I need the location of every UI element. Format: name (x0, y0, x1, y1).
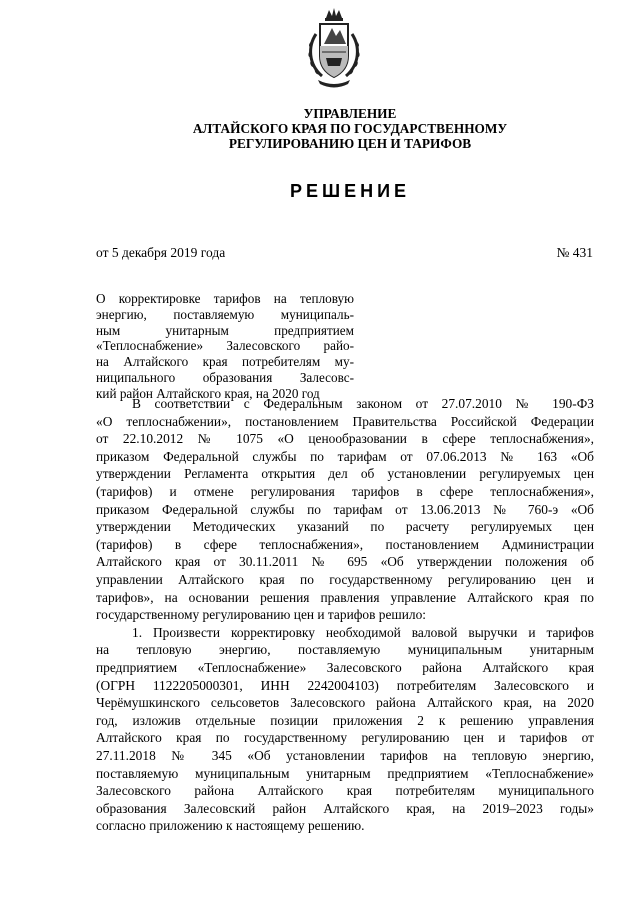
subject-line: кий район Алтайского края, на 2020 год (96, 385, 320, 401)
body-line: тарифов», на основании решения правления управление Алтайского края по (96, 589, 594, 605)
body-line: от 22.10.2012 № 1075 «О ценообразовании в сфере теплоснабжения», (96, 431, 594, 447)
body-line: «О теплоснабжении», постановлением Правительства Российской Федерации (96, 413, 594, 429)
body-line: 1. Произвести корректировку необходимой валовой выручки и тарифов (132, 624, 594, 640)
subject-line: энергию, поставляемую муниципаль- (96, 306, 354, 322)
body-line: 27.11.2018 № 345 «Об установлении тарифов на тепловую энергию, (96, 748, 594, 763)
body-line: управлении Алтайского края по государственному регулированию цен и (96, 572, 594, 587)
coat-of-arms-icon (302, 6, 366, 90)
document-subject (96, 291, 354, 402)
subject-line: О корректировке тарифов на тепловую (96, 291, 354, 306)
body-line: поставляемую муниципальным унитарным предприятием «Теплоснабжение» (96, 765, 594, 781)
body-line: согласно приложению к настоящему решению. (96, 818, 365, 834)
body-line: государственному регулированию цен и тарифов решило: (96, 607, 426, 623)
body-line: образования Залесовский район Алтайского края, на 2019–2023 годы» (96, 800, 594, 816)
body-line: (ОГРН 1122205000301, ИНН 2242004103) потребителям Залесовского и (96, 677, 594, 693)
body-line: приказом Федеральной службы по тарифам от 13.06.2013 № 760-э «Об (96, 501, 594, 517)
body-line: Черёмушкинского сельсоветов Залесовского района Алтайского края, на 2020 (96, 695, 594, 711)
body-line: год, изложив отдельные позиции приложения 2 к решению управления (96, 712, 594, 728)
header-line-2: АЛТАЙСКОГО КРАЯ ПО ГОСУДАРСТВЕННОМУ (192, 121, 508, 136)
body-line: утверждении Методических указаний по расчету регулируемых цен (96, 519, 594, 535)
body-line: предприятием «Теплоснабжение» Залесовского района Алтайского края (96, 660, 594, 675)
header-line-1: УПРАВЛЕНИЕ (303, 106, 397, 121)
document-title: РЕШЕНИЕ (289, 181, 411, 201)
subject-line: ным унитарным предприятием (96, 322, 354, 338)
body-line: (тарифов) и отмене регулирования тарифов в сфере теплоснабжения», (96, 484, 594, 499)
body-line: на тепловую энергию, поставляемую муниципальным унитарным (96, 642, 594, 658)
body-line: Алтайского края по государственному регулированию цен и тарифов от (96, 730, 594, 746)
document-number: № 431 (556, 245, 593, 260)
body-line: Залесовского района Алтайского края потребителям муниципального (96, 783, 594, 799)
body-line: В соответствии с Федеральным законом от 27.07.2010 № 190-ФЗ (132, 396, 594, 411)
body-line: утверждении Регламента открытия дел об установлении регулируемых цен (96, 466, 594, 482)
body-line: приказом Федеральной службы по тарифам от 07.06.2013 № 163 «Об (96, 448, 594, 464)
subject-line: ниципального образования Залесовс- (96, 369, 354, 385)
header-line-3: РЕГУЛИРОВАНИЮ ЦЕН И ТАРИФОВ (228, 136, 472, 151)
subject-line: «Теплоснабжение» Залесовского райо- (96, 338, 354, 354)
document-date: от 5 декабря 2019 года (96, 245, 226, 260)
subject-line: на Алтайского края потребителям му- (96, 354, 354, 370)
body-line: (тарифов) в сфере теплоснабжения», постановлением Администрации (96, 536, 594, 552)
body-line: Алтайского края от 30.11.2011 № 695 «Об утверждении положения об (96, 554, 594, 570)
